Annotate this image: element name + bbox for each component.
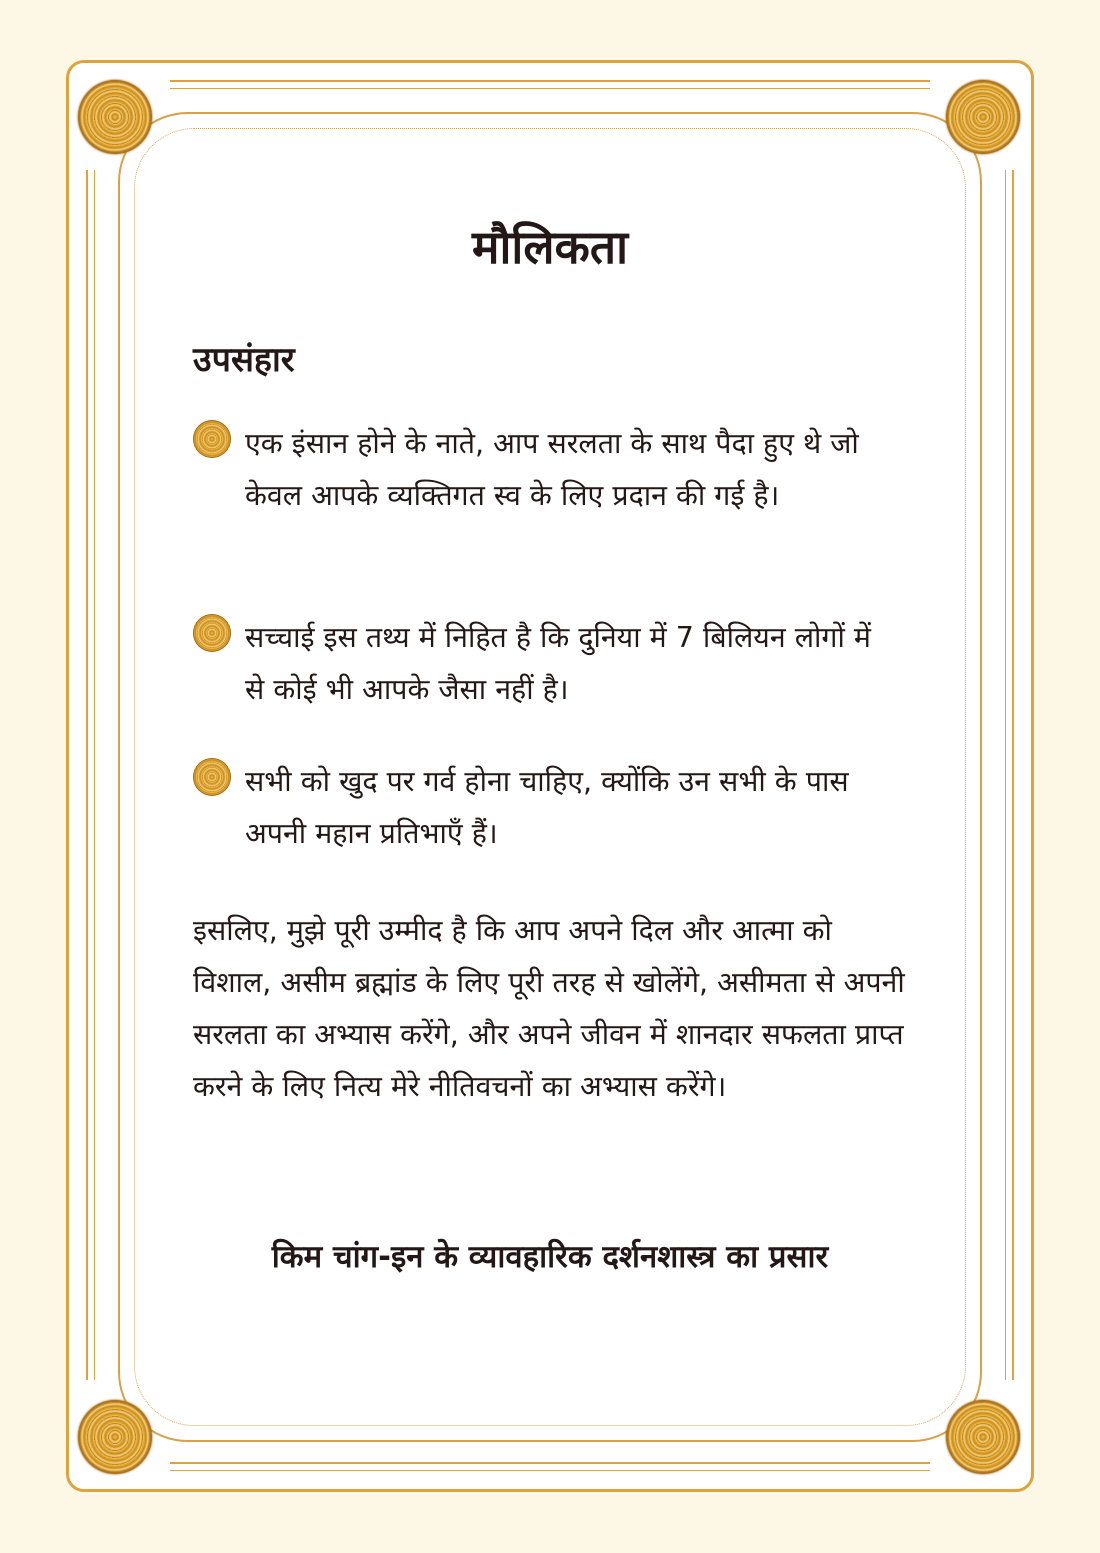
border-line-left-2 [94,170,95,1380]
gold-coin-bullet-icon [193,420,231,458]
gold-medallion-icon [946,80,1020,154]
conclusion-paragraph: इसलिए, मुझे पूरी उम्मीद है कि आप अपने दिल और आत्मा को विशाल, असीम ब्रह्मांड के लिए पूरी तरह से खोलेंगे, असीमता से अपनी सरलता का अभ्यास करेंगे, और अपने जीवन में शानदार सफलता प्राप्त करने के लिए नित्य मेरे नीतिवचनों का अभ्यास करेंगे। [193,914,905,1103]
gold-medallion-icon [78,80,152,154]
border-line-top-2 [170,88,930,89]
bullet-item-3 [245,756,895,860]
bullet-item-2 [245,612,895,716]
border-line-bottom [170,1462,930,1464]
border-line-right [1012,170,1014,1380]
border-line-left [86,170,88,1380]
bullet-item-1 [245,418,895,522]
signature-line: किम चांग-इन के व्यावहारिक दर्शनशास्त्र का प्रसार [271,1239,829,1275]
border-line-right-2 [1005,170,1006,1380]
page-title: मौलिकता [472,220,628,274]
section-subtitle: उपसंहार [193,340,295,380]
border-line-top [170,80,930,82]
gold-coin-bullet-icon [193,614,231,652]
bullet-text: सच्चाई इस तथ्य में निहित है कि दुनिया में 7 बिलियन लोगों में से कोई भी आपके जैसा नहीं है। [245,621,871,706]
bullet-text: सभी को खुद पर गर्व होना चाहिए, क्योंकि उन सभी के पास अपनी महान प्रतिभाएँ हैं। [245,765,849,850]
gold-medallion-icon [946,1400,1020,1474]
bullet-text: एक इंसान होने के नाते, आप सरलता के साथ पैदा हुए थे जो केवल आपके व्यक्तिगत स्व के लिए प्रदान की गई है। [245,427,859,512]
gold-coin-bullet-icon [193,758,231,796]
border-line-bottom-2 [170,1470,930,1471]
gold-medallion-icon [78,1400,152,1474]
